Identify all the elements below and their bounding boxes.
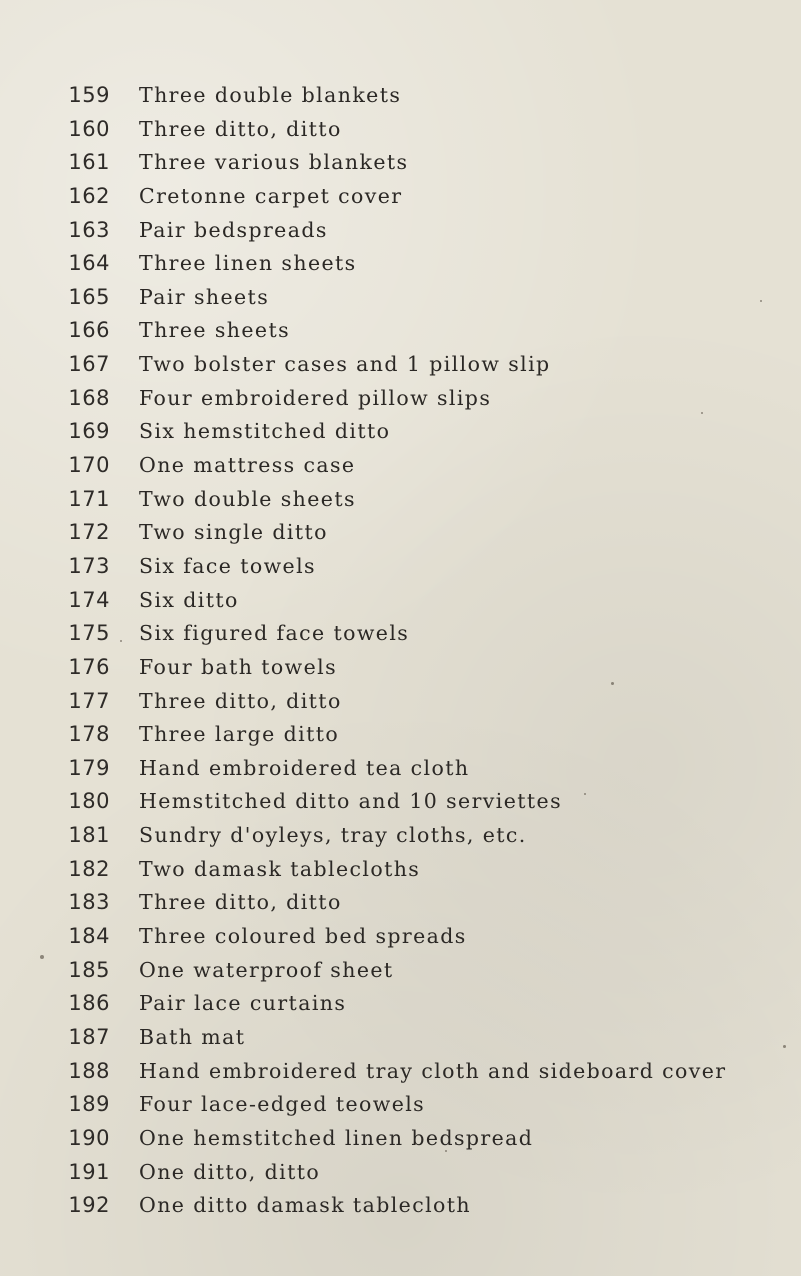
lot-number: 179 [68, 755, 110, 780]
inventory-entry [0, 954, 801, 988]
inventory-entry [0, 617, 801, 651]
item-description: Hand embroidered tea cloth [139, 755, 470, 780]
lot-number: 181 [68, 823, 110, 848]
inventory-entry [0, 348, 801, 382]
paper-speck [611, 682, 614, 685]
inventory-entry [0, 550, 801, 584]
lot-number: 190 [68, 1125, 110, 1150]
inventory-entry [0, 819, 801, 853]
lot-number: 187 [68, 1024, 110, 1049]
item-description: Three various blankets [139, 150, 409, 175]
paper-speck [760, 300, 762, 302]
lot-number: 165 [68, 284, 110, 309]
inventory-entry [0, 1189, 801, 1223]
inventory-entry [0, 483, 801, 517]
item-description: Hemstitched ditto and 10 serviettes [139, 789, 562, 814]
inventory-entry [0, 382, 801, 416]
item-description: One ditto damask tablecloth [139, 1193, 472, 1218]
lot-number: 178 [68, 722, 110, 747]
item-description: Three double blankets [139, 83, 402, 107]
inventory-entry [0, 685, 801, 719]
lot-number: 192 [68, 1193, 110, 1218]
lot-number: 168 [68, 385, 110, 410]
inventory-entry [0, 1055, 801, 1089]
lot-number: 174 [68, 587, 110, 612]
item-description: Three sheets [139, 318, 291, 343]
item-description: Six ditto [139, 587, 239, 612]
item-description: Three ditto, ditto [139, 116, 342, 141]
item-description: Six figured face towels [139, 621, 410, 646]
inventory-entry [0, 146, 801, 180]
item-description: Pair bedspreads [139, 217, 328, 242]
item-description: Four lace-edged teowels [139, 1092, 426, 1117]
inventory-entry [0, 1088, 801, 1122]
inventory-entry [0, 752, 801, 786]
inventory-entry [0, 214, 801, 248]
item-description: Pair sheets [139, 284, 270, 309]
inventory-entry [0, 718, 801, 752]
item-description: Three linen sheets [139, 251, 357, 276]
lot-number: 167 [68, 352, 110, 377]
inventory-entry [0, 449, 801, 483]
item-description: Sundry d'oyleys, tray cloths, etc. [139, 823, 527, 848]
item-description: Three ditto, ditto [139, 688, 342, 713]
lot-number: 188 [68, 1058, 110, 1083]
item-description: Hand embroidered tray cloth and sideboard cover [139, 1058, 727, 1083]
lot-number: 171 [68, 486, 110, 511]
lot-number: 180 [68, 789, 110, 814]
inventory-entry [0, 314, 801, 348]
lot-number: 160 [68, 116, 110, 141]
inventory-entry [0, 987, 801, 1021]
lot-number: 185 [68, 957, 110, 982]
inventory-entry [0, 247, 801, 281]
paper-speck [783, 1045, 786, 1048]
lot-number: 163 [68, 217, 110, 242]
item-description: One ditto, ditto [139, 1159, 321, 1184]
inventory-entry [0, 1156, 801, 1190]
lot-number: 162 [68, 183, 110, 208]
lot-number: 164 [68, 251, 110, 276]
item-description: Cretonne carpet cover [139, 183, 403, 208]
inventory-entry [0, 886, 801, 920]
item-description: Two bolster cases and 1 pillow slip [139, 352, 551, 377]
lot-number: 169 [68, 419, 110, 444]
paper-speck [701, 412, 703, 414]
inventory-entry [0, 180, 801, 214]
lot-number: 183 [68, 890, 110, 915]
inventory-entry [0, 281, 801, 315]
inventory-entry [0, 651, 801, 685]
inventory-entry [0, 853, 801, 887]
item-description: Three ditto, ditto [139, 890, 342, 915]
paper-speck [584, 793, 586, 795]
lot-number: 166 [68, 318, 110, 343]
lot-number: 182 [68, 856, 110, 881]
item-description: Two double sheets [139, 486, 356, 511]
item-description: Two single ditto [139, 520, 328, 545]
item-description: Four bath towels [139, 654, 338, 679]
lot-number: 177 [68, 688, 110, 713]
lot-number: 173 [68, 553, 110, 578]
item-description: Pair lace curtains [139, 991, 347, 1016]
item-description: One waterproof sheet [139, 957, 394, 982]
lot-number: 184 [68, 924, 110, 949]
item-description: Four embroidered pillow slips [139, 385, 492, 410]
lot-number: 170 [68, 453, 110, 478]
inventory-entry [0, 516, 801, 550]
inventory-entry [0, 415, 801, 449]
lot-number: 161 [68, 150, 110, 175]
lot-number: 189 [68, 1092, 110, 1117]
lot-number: 191 [68, 1159, 110, 1184]
item-description: Six hemstitched ditto [139, 419, 391, 444]
lot-number: 186 [68, 991, 110, 1016]
inventory-entry [0, 920, 801, 954]
inventory-entry [0, 1122, 801, 1156]
inventory-entry [0, 584, 801, 618]
item-description: One hemstitched linen bedspread [139, 1125, 534, 1150]
inventory-entry [0, 785, 801, 819]
inventory-list [0, 79, 801, 1223]
lot-number: 175 [68, 621, 110, 646]
paper-speck [445, 1150, 447, 1152]
item-description: Two damask tablecloths [139, 856, 421, 881]
lot-number: 176 [68, 654, 110, 679]
lot-number: 172 [68, 520, 110, 545]
item-description: Six face towels [139, 553, 316, 578]
paper-speck [40, 955, 44, 959]
item-description: Three coloured bed spreads [139, 924, 467, 949]
item-description: Three large ditto [139, 722, 340, 747]
lot-number: 159 [68, 83, 110, 107]
inventory-entry [0, 1021, 801, 1055]
inventory-entry [0, 79, 801, 113]
item-description: One mattress case [139, 453, 356, 478]
item-description: Bath mat [139, 1024, 246, 1049]
inventory-entry [0, 113, 801, 147]
paper-speck [120, 640, 122, 642]
